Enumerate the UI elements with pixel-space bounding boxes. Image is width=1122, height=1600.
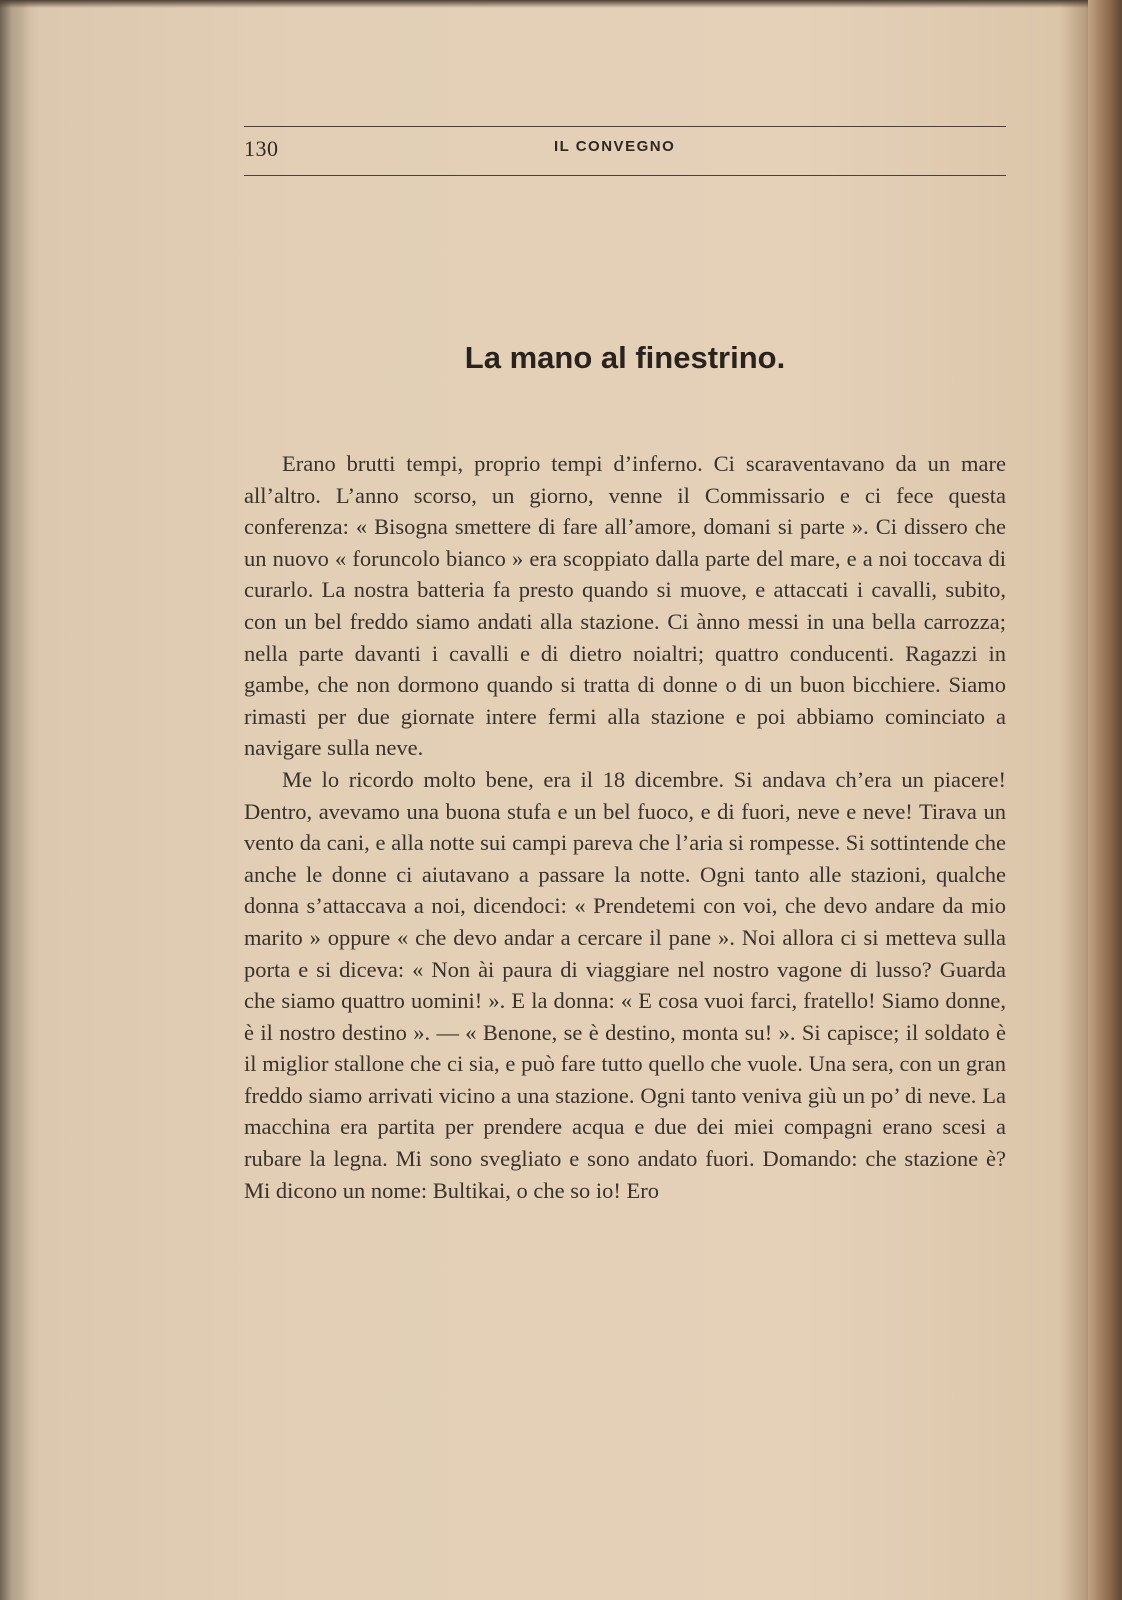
scan-top-edge [0,0,1122,8]
header-bottom-rule [244,175,1006,176]
running-title: IL CONVEGNO [554,138,676,155]
page-number: 130 [244,136,279,161]
header-top-rule [244,126,1006,127]
binding-edge-left [0,0,30,1600]
article-body [244,448,1006,1206]
article-title: La mano al finestrino. [464,340,786,375]
paragraph: Erano brutti tempi, proprio tempi d’inferno. Ci scaraventavano da un mare all’altro. L’anno scorso, un giorno, venne il Commissario e ci fece questa conferenza: « Bisogna smettere di fare all’amore, domani si parte ». Ci dissero che un nuovo « foruncolo bianco » era scoppiato dalla parte del mare, e a noi toccava di curarlo. La nostra batteria fa presto quando si muove, e attaccati i cavalli, subito, con un bel freddo siamo andati alla stazione. Ci ànno messi in una bella carrozza; nella parte davanti i cavalli e di dietro noialtri; quattro conducenti. Ragazzi in gambe, che non dormono quando si tratta di donne o di un buon bicchiere. Siamo rimasti per due giornate intere fermi alla stazione e poi abbiamo cominciato a navigare sulla neve. [244,451,1006,761]
running-header [244,124,1006,180]
paragraph: Me lo ricordo molto bene, era il 18 dicembre. Si andava ch’era un piacere! Dentro, avevamo una buona stufa e un bel fuoco, e di fuori, neve e neve! Tirava un vento da cani, e alla notte sui campi pareva che l’aria si rompesse. Si sottintende che anche le donne ci aiutavano a passare la notte. Ogni tanto alle stazioni, qualche donna s’attaccava a noi, dicendoci: « Prendetemi con voi, che devo andare da mio marito » oppure « che devo andar a cercare il pane ». Noi allora ci si metteva sulla porta e si diceva: « Non ài paura di viaggiare nel nostro vagone di lusso? Guarda che siamo quattro uomini! ». E la donna: « E cosa vuoi farci, fratello! Siamo donne, è il nostro destino ». — « Benone, se è destino, monta su! ». Si capisce; il soldato è il miglior stallone che ci sia, e può fare tutto quello che vuole. Una sera, con un gran freddo siamo arrivati vicino a una stazione. Ogni tanto veniva giù un po’ di neve. La macchina era partita per prendere acqua e due dei miei compagni erano scesi a rubare la legna. Mi sono svegliato e sono andato fuori. Domando: che stazione è? Mi dicono un nome: Bultikai, o che so io! Ero [244,766,1006,1203]
book-edge-right [1088,0,1122,1600]
